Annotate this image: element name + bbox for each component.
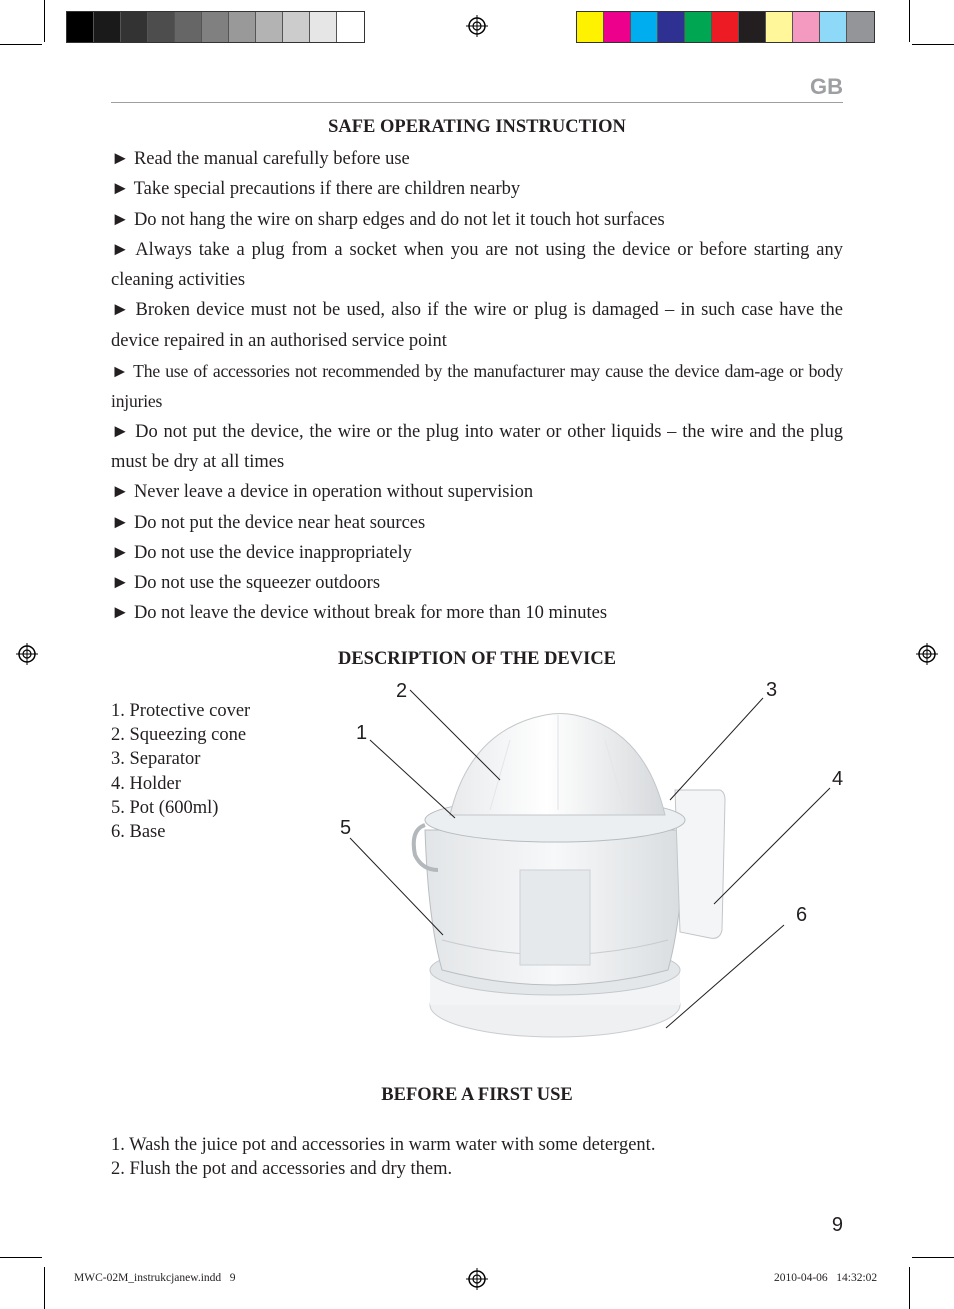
registration-mark-icon [466,15,488,37]
citrus-juicer-illustration [330,670,850,1070]
bullet-arrow-icon: ► [111,149,130,169]
bullet-arrow-icon: ► [111,542,130,563]
first-use-steps [111,1133,655,1181]
part-item: 5. Pot (600ml) [111,797,219,818]
color-swatch [202,12,229,42]
crop-mark [0,1257,42,1258]
callout-label: 1 [356,722,368,744]
safety-item: ► Read the manual carefully before use [111,149,410,169]
color-swatch [658,12,685,42]
callout-label: 6 [796,904,808,926]
color-swatch [766,12,793,42]
parts-list [111,699,250,844]
bullet-arrow-icon: ► [111,361,129,382]
color-swatch [712,12,739,42]
safety-item: ► Do not hang the wire on sharp edges and do not let it touch hot surfaces [111,209,665,230]
file-slug: MWC-02M_instrukcjanew.indd 9 [74,1272,236,1284]
safety-item: ► Do not use the device inappropriately [111,542,412,563]
color-swatch [793,12,820,42]
color-swatch [67,12,94,42]
grayscale-bar [66,11,365,43]
safety-heading: SAFE OPERATING INSTRUCTION [328,117,626,137]
safety-item: ► Broken device must not be used, also if the wire or plug is damaged – in such case have the device repaired in an authorised service point [111,300,844,351]
safety-item: ► The use of accessories not recommended by the manufacturer may cause the device dam-age or body injuries [111,361,843,412]
bullet-arrow-icon: ► [111,512,130,533]
color-swatch [310,12,337,42]
part-item: 1. Protective cover [111,701,251,721]
crop-mark [909,0,910,42]
holder-shape [675,790,725,938]
color-swatch [256,12,283,42]
crop-mark [44,1267,45,1309]
color-swatch [148,12,175,42]
first-use-heading: BEFORE A FIRST USE [381,1085,573,1105]
safety-item: ► Never leave a device in operation without supervision [111,482,534,503]
registration-mark-icon [466,1268,488,1290]
description-heading: DESCRIPTION OF THE DEVICE [337,649,617,669]
color-swatch [847,12,874,42]
color-swatch [337,12,364,42]
color-swatch [94,12,121,42]
safety-item: ► Do not put the device near heat sources [111,512,426,533]
leader-line [666,925,784,1028]
safety-item: ► Take special precautions if there are children nearby [111,179,521,200]
safety-list [111,144,843,629]
color-swatch [175,12,202,42]
header-rule [111,102,843,103]
color-swatch [577,12,604,42]
safety-item: ► Always take a plug from a socket when you are not using the device or before starting any cleaning activities [111,239,844,291]
bullet-arrow-icon: ► [111,573,130,594]
bullet-arrow-icon: ► [111,421,130,442]
language-tag: GB [810,74,843,99]
crop-mark [912,1257,954,1258]
color-swatch [229,12,256,42]
page-number: 9 [831,1214,843,1236]
crop-mark [909,1267,910,1309]
part-item: 6. Base [111,822,166,843]
callout-label: 5 [340,817,352,839]
part-item: 2. Squeezing cone [111,725,247,746]
color-swatch [685,12,712,42]
first-use-step: 1. Wash the juice pot and accessories in warm water with some detergent. [111,1135,656,1155]
crop-mark [0,44,42,45]
print-timestamp: 2010-04-06 14:32:02 [774,1272,878,1284]
color-swatch [121,12,148,42]
callout-label: 4 [832,768,844,790]
leader-line [370,740,455,818]
registration-mark-icon [16,643,38,665]
safety-item: ► Do not put the device, the wire or the plug into water or other liquids – the wire and the plug must be dry at all times [111,421,844,472]
bullet-arrow-icon: ► [111,300,130,321]
registration-mark-icon [916,643,938,665]
color-swatch [739,12,766,42]
color-swatch [631,12,658,42]
safety-item: ► Do not use the squeezer outdoors [111,573,381,594]
callout-label: 2 [396,680,408,702]
callout-label: 3 [766,679,778,701]
leader-line [714,788,830,904]
leader-line [410,690,500,780]
leader-line [670,698,763,800]
safety-item: ► Do not leave the device without break for more than 10 minutes [111,603,608,624]
part-item: 4. Holder [111,773,181,794]
color-swatch [283,12,310,42]
crop-mark [44,0,45,42]
bullet-arrow-icon: ► [111,239,130,260]
bullet-arrow-icon: ► [111,603,130,624]
color-swatch [604,12,631,42]
bullet-arrow-icon: ► [111,179,130,200]
crop-mark [912,44,954,45]
part-item: 3. Separator [111,749,201,770]
bullet-arrow-icon: ► [111,209,130,230]
color-swatch [820,12,847,42]
first-use-step: 2. Flush the pot and accessories and dry them. [111,1159,453,1180]
bullet-arrow-icon: ► [111,482,130,503]
color-bar [576,11,875,43]
